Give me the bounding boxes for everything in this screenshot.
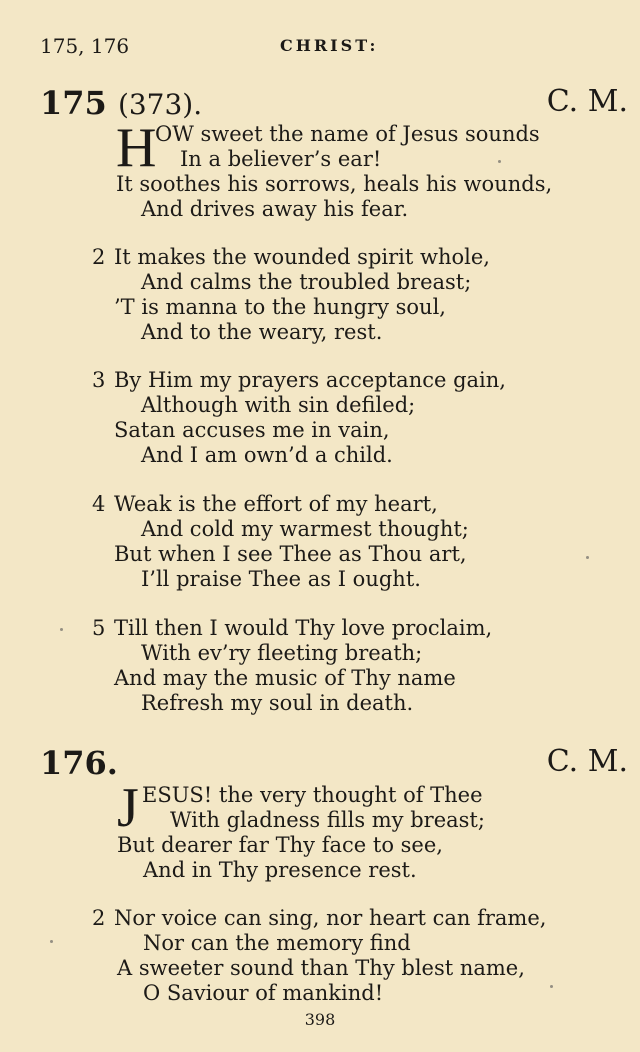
hymn-175-alt-number: (373). (117, 88, 203, 121)
hymn-175-verse-3-line-4: And I am own’d a child. (141, 443, 393, 467)
hymn-175-verse-5-line-3: And may the music of Thy name (114, 666, 456, 690)
hymn-175-verse-3-line-1: 3 By Him my prayers acceptance gain, (92, 368, 506, 392)
hymn-175-verse-2-line-4: And to the weary, rest. (141, 320, 383, 344)
verse-number: 2 (92, 906, 106, 930)
hymn-176-verse-2-line-1: 2 Nor voice can sing, nor heart can frame, (92, 906, 547, 930)
header-section-title: CHRIST: (280, 36, 379, 55)
hymn-176-line-2: With gladness fills my breast; (170, 808, 485, 832)
hymn-175-line-2: In a believer’s ear! (180, 147, 382, 171)
verse-number: 4 (92, 492, 106, 516)
hymn-175-verse-5-line-2: With ev’ry fleeting breath; (141, 641, 423, 665)
print-speck (586, 556, 589, 559)
hymn-175-verse-4-line-2: And cold my warmest thought; (141, 517, 469, 541)
hymn-176-number: 176. (40, 744, 118, 782)
verse-number: 3 (92, 368, 106, 392)
running-header (40, 34, 600, 58)
verse-number: 2 (92, 245, 106, 269)
hymn-176-verse-2-line-3: A sweeter sound than Thy blest name, (117, 956, 525, 980)
hymn-176-line-1: ESUS! the very thought of Thee (142, 783, 483, 807)
verse-number: 5 (92, 616, 106, 640)
hymn-176-line-3: But dearer far Thy face to see, (117, 833, 443, 857)
hymn-175-line-4: And drives away his fear. (141, 197, 409, 221)
hymn-175-verse-4-line-3: But when I see Thee as Thou art, (114, 542, 467, 566)
hymn-175-dropcap: H (116, 117, 157, 179)
hymn-176-meter: C. M. (546, 744, 628, 779)
page-number: 398 (304, 1010, 336, 1029)
hymn-175-verse-4-line-4: I’ll praise Thee as I ought. (141, 567, 421, 591)
hymn-175-verse-2-line-1: 2 It makes the wounded spirit whole, (92, 245, 490, 269)
hymn-175-number: 175 (373). (40, 84, 203, 122)
hymn-175-line-1: OW sweet the name of Jesus sounds (155, 122, 540, 146)
header-hymn-range: 175, 176 (40, 34, 130, 58)
print-speck (60, 628, 63, 631)
hymn-176-verse-2-line-4: O Saviour of mankind! (143, 981, 384, 1005)
hymn-175-verse-3-line-3: Satan accuses me in vain, (114, 418, 390, 442)
hymn-175-verse-2-line-3: ’T is manna to the hungry soul, (114, 295, 446, 319)
print-speck (498, 160, 501, 163)
hymn-176-dropcap: J (117, 777, 139, 839)
hymn-175-verse-5-line-4: Refresh my soul in death. (141, 691, 414, 715)
hymn-176-verse-2-line-2: Nor can the memory find (143, 931, 411, 955)
hymn-176-line-4: And in Thy presence rest. (143, 858, 417, 882)
hymn-175-verse-4-line-1: 4 Weak is the effort of my heart, (92, 492, 438, 516)
hymn-175-verse-2-line-2: And calms the troubled breast; (141, 270, 472, 294)
hymn-175-line-3: It soothes his sorrows, heals his wounds, (116, 172, 553, 196)
print-speck (50, 940, 53, 943)
hymn-175-verse-5-line-1: 5 Till then I would Thy love proclaim, (92, 616, 493, 640)
hymn-175-meter: C. M. (546, 84, 628, 119)
hymn-175-verse-3-line-2: Although with sin defiled; (141, 393, 416, 417)
print-speck (550, 985, 553, 988)
